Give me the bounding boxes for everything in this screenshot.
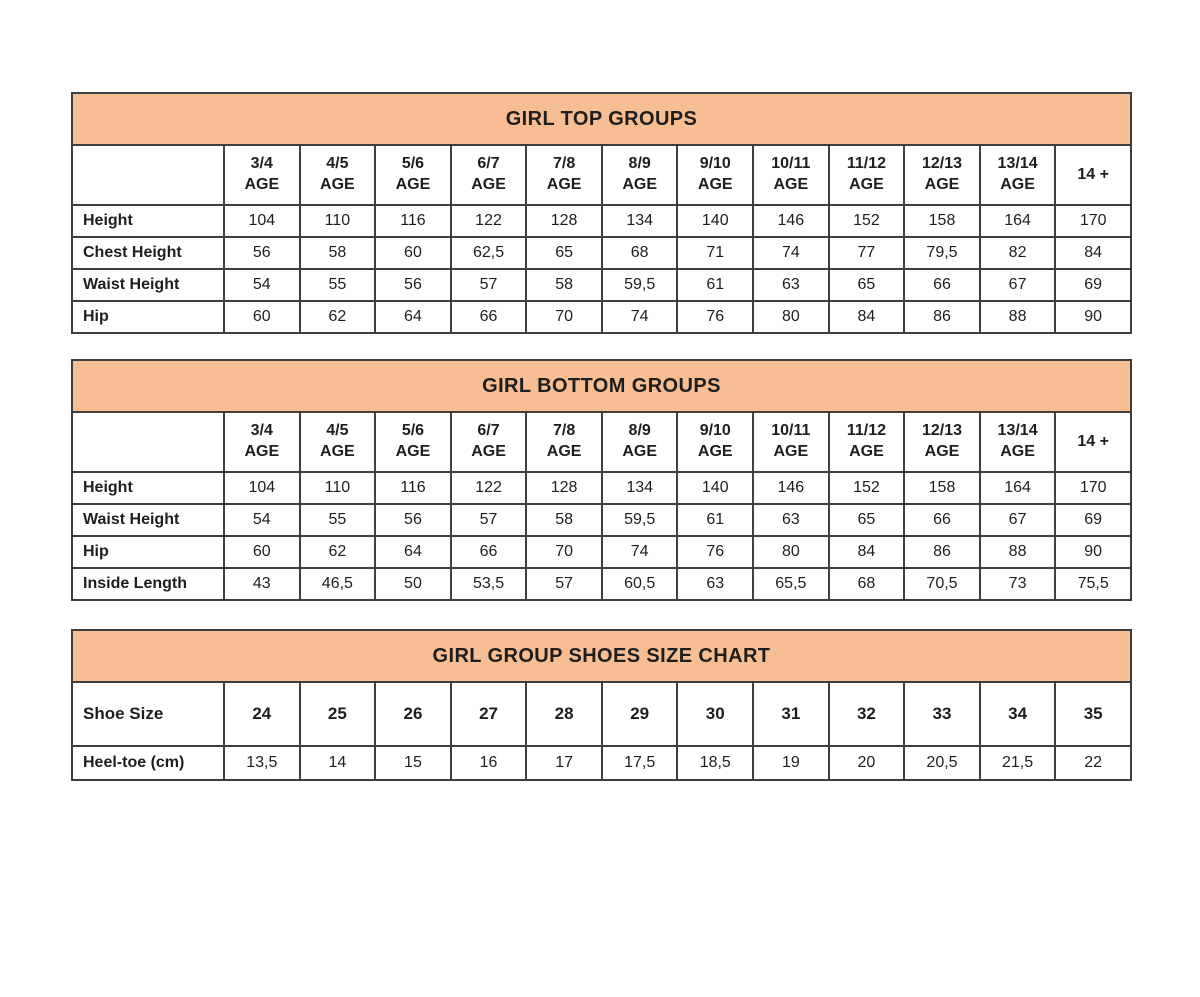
value-cell: 74 <box>602 301 678 333</box>
age-column-header <box>829 145 905 205</box>
value-cell: 21,5 <box>980 746 1056 780</box>
age-range: 10/11 <box>771 422 811 440</box>
value-cell: 58 <box>526 269 602 301</box>
age-column-header <box>980 412 1056 472</box>
value-cell: 19 <box>753 746 829 780</box>
value-cell: 59,5 <box>602 504 678 536</box>
shoe-size-cell: 25 <box>300 682 376 746</box>
age-range: 6/7 <box>477 155 500 173</box>
age-word: AGE <box>697 176 733 193</box>
row-label: Inside Length <box>72 568 224 600</box>
age-range: 9/10 <box>699 422 731 440</box>
value-cell: 86 <box>904 301 980 333</box>
corner-cell <box>72 145 224 205</box>
value-cell: 56 <box>375 269 451 301</box>
value-cell: 140 <box>677 472 753 504</box>
value-cell: 60 <box>224 301 300 333</box>
value-cell: 58 <box>526 504 602 536</box>
value-cell: 74 <box>753 237 829 269</box>
age-range: 5/6 <box>401 155 425 173</box>
row-label: Shoe Size <box>72 682 224 746</box>
value-cell: 70 <box>526 301 602 333</box>
value-cell: 57 <box>526 568 602 600</box>
value-cell: 73 <box>980 568 1056 600</box>
age-word: AGE <box>622 176 658 193</box>
value-cell: 74 <box>602 536 678 568</box>
row-label: Heel-toe (cm) <box>72 746 224 780</box>
value-cell: 164 <box>980 205 1056 237</box>
value-cell: 146 <box>753 472 829 504</box>
value-cell: 54 <box>224 504 300 536</box>
shoe-size-cell: 29 <box>602 682 678 746</box>
age-word: AGE <box>546 443 582 460</box>
value-cell: 140 <box>677 205 753 237</box>
age-range: 4/5 <box>326 422 349 440</box>
value-cell: 170 <box>1055 205 1131 237</box>
value-cell: 88 <box>980 536 1056 568</box>
value-cell: 62 <box>300 301 376 333</box>
age-range: 12/13 <box>921 422 963 440</box>
value-cell: 110 <box>300 472 376 504</box>
age-word: AGE <box>395 176 431 193</box>
value-cell: 61 <box>677 269 753 301</box>
age-range: 10/11 <box>771 155 811 173</box>
shoe-size-cell: 24 <box>224 682 300 746</box>
value-cell: 80 <box>753 301 829 333</box>
value-cell: 66 <box>904 269 980 301</box>
table-title: GIRL TOP GROUPS <box>72 93 1131 145</box>
age-word: AGE <box>244 176 280 193</box>
age-column-header <box>829 412 905 472</box>
value-cell: 55 <box>300 504 376 536</box>
value-cell: 79,5 <box>904 237 980 269</box>
table-title-row <box>72 93 1131 145</box>
value-cell: 14 <box>300 746 376 780</box>
age-range: 12/13 <box>921 155 963 173</box>
age-range: 14 + <box>1077 432 1109 450</box>
age-column-header <box>451 412 527 472</box>
age-word: AGE <box>320 176 355 193</box>
shoe-size-cell: 31 <box>753 682 829 746</box>
value-cell: 66 <box>904 504 980 536</box>
age-column-header <box>300 412 376 472</box>
value-cell: 67 <box>980 269 1056 301</box>
age-range: 7/8 <box>552 155 576 173</box>
row-label: Height <box>72 205 224 237</box>
value-cell: 82 <box>980 237 1056 269</box>
table-row-hip <box>72 536 1131 568</box>
value-cell: 63 <box>677 568 753 600</box>
age-word: AGE <box>1000 176 1035 193</box>
value-cell: 65,5 <box>753 568 829 600</box>
value-cell: 18,5 <box>677 746 753 780</box>
shoe-size-header-row <box>72 682 1131 746</box>
value-cell: 64 <box>375 536 451 568</box>
age-column-header <box>602 145 678 205</box>
value-cell: 69 <box>1055 504 1131 536</box>
value-cell: 53,5 <box>451 568 527 600</box>
age-word: AGE <box>471 443 506 460</box>
value-cell: 57 <box>451 269 527 301</box>
table-row-height <box>72 205 1131 237</box>
girl-bottom-groups-table <box>71 359 1132 601</box>
value-cell: 22 <box>1055 746 1131 780</box>
age-column-header <box>224 145 300 205</box>
age-word: AGE <box>320 443 355 460</box>
corner-cell <box>72 412 224 472</box>
value-cell: 76 <box>677 301 753 333</box>
table-title-row <box>72 360 1131 412</box>
value-cell: 68 <box>602 237 678 269</box>
age-range: 9/10 <box>699 155 731 173</box>
value-cell: 146 <box>753 205 829 237</box>
value-cell: 68 <box>829 568 905 600</box>
age-word: AGE <box>697 443 733 460</box>
value-cell: 56 <box>375 504 451 536</box>
value-cell: 86 <box>904 536 980 568</box>
table-row-waist-height <box>72 269 1131 301</box>
value-cell: 46,5 <box>300 568 376 600</box>
row-label: Height <box>72 472 224 504</box>
value-cell: 88 <box>980 301 1056 333</box>
age-range: 8/9 <box>628 422 651 440</box>
value-cell: 77 <box>829 237 905 269</box>
age-column-header <box>904 412 980 472</box>
age-range: 11/12 <box>846 155 886 173</box>
age-range: 5/6 <box>401 422 425 440</box>
girl-shoes-size-table <box>71 629 1132 781</box>
value-cell: 84 <box>829 301 905 333</box>
value-cell: 60 <box>375 237 451 269</box>
value-cell: 16 <box>451 746 527 780</box>
shoe-size-cell: 27 <box>451 682 527 746</box>
age-range: 8/9 <box>628 155 651 173</box>
table-title: GIRL GROUP SHOES SIZE CHART <box>72 630 1131 682</box>
age-column-header <box>224 412 300 472</box>
age-range: 13/14 <box>997 155 1038 173</box>
value-cell: 158 <box>904 472 980 504</box>
value-cell: 59,5 <box>602 269 678 301</box>
age-range: 11/12 <box>846 422 886 440</box>
age-range: 6/7 <box>477 422 500 440</box>
value-cell: 60,5 <box>602 568 678 600</box>
value-cell: 20,5 <box>904 746 980 780</box>
table-row-heel-toe <box>72 746 1131 780</box>
age-word: AGE <box>773 176 809 193</box>
value-cell: 90 <box>1055 301 1131 333</box>
shoe-size-cell: 30 <box>677 682 753 746</box>
value-cell: 43 <box>224 568 300 600</box>
value-cell: 134 <box>602 205 678 237</box>
value-cell: 67 <box>980 504 1056 536</box>
age-word: AGE <box>244 443 280 460</box>
value-cell: 104 <box>224 472 300 504</box>
value-cell: 61 <box>677 504 753 536</box>
value-cell: 69 <box>1055 269 1131 301</box>
age-word: AGE <box>471 176 506 193</box>
value-cell: 152 <box>829 205 905 237</box>
value-cell: 128 <box>526 205 602 237</box>
row-label: Hip <box>72 301 224 333</box>
age-range: 14 + <box>1077 165 1109 183</box>
value-cell: 110 <box>300 205 376 237</box>
value-cell: 170 <box>1055 472 1131 504</box>
value-cell: 13,5 <box>224 746 300 780</box>
table-row-waist-height <box>72 504 1131 536</box>
age-word: AGE <box>395 443 431 460</box>
value-cell: 122 <box>451 472 527 504</box>
age-column-header <box>602 412 678 472</box>
value-cell: 65 <box>829 504 905 536</box>
value-cell: 62 <box>300 536 376 568</box>
age-column-header <box>904 145 980 205</box>
value-cell: 66 <box>451 301 527 333</box>
value-cell: 58 <box>300 237 376 269</box>
value-cell: 63 <box>753 504 829 536</box>
age-column-header <box>677 145 753 205</box>
shoe-size-cell: 35 <box>1055 682 1131 746</box>
row-label: Hip <box>72 536 224 568</box>
value-cell: 62,5 <box>451 237 527 269</box>
value-cell: 164 <box>980 472 1056 504</box>
value-cell: 116 <box>375 472 451 504</box>
age-range: 13/14 <box>997 422 1038 440</box>
age-word: AGE <box>924 443 960 460</box>
age-word: AGE <box>773 443 809 460</box>
age-column-header <box>980 145 1056 205</box>
age-word: AGE <box>622 443 658 460</box>
table-row-hip <box>72 301 1131 333</box>
value-cell: 104 <box>224 205 300 237</box>
age-range: 4/5 <box>326 155 349 173</box>
value-cell: 76 <box>677 536 753 568</box>
age-column-header <box>753 412 829 472</box>
age-range: 7/8 <box>552 422 576 440</box>
age-column-header <box>300 145 376 205</box>
value-cell: 84 <box>829 536 905 568</box>
value-cell: 116 <box>375 205 451 237</box>
age-word: AGE <box>849 443 884 460</box>
value-cell: 55 <box>300 269 376 301</box>
value-cell: 20 <box>829 746 905 780</box>
value-cell: 17,5 <box>602 746 678 780</box>
age-column-header <box>1055 145 1131 205</box>
value-cell: 134 <box>602 472 678 504</box>
row-label: Waist Height <box>72 269 224 301</box>
value-cell: 122 <box>451 205 527 237</box>
value-cell: 17 <box>526 746 602 780</box>
age-header-row <box>72 412 1131 472</box>
value-cell: 158 <box>904 205 980 237</box>
value-cell: 54 <box>224 269 300 301</box>
value-cell: 71 <box>677 237 753 269</box>
age-range: 3/4 <box>250 422 273 440</box>
value-cell: 60 <box>224 536 300 568</box>
age-header-row <box>72 145 1131 205</box>
age-word: AGE <box>546 176 582 193</box>
age-column-header <box>677 412 753 472</box>
value-cell: 75,5 <box>1055 568 1131 600</box>
value-cell: 63 <box>753 269 829 301</box>
value-cell: 66 <box>451 536 527 568</box>
age-word: AGE <box>924 176 960 193</box>
table-row-inside-length <box>72 568 1131 600</box>
shoe-size-cell: 26 <box>375 682 451 746</box>
value-cell: 15 <box>375 746 451 780</box>
shoe-size-cell: 34 <box>980 682 1056 746</box>
value-cell: 65 <box>526 237 602 269</box>
age-column-header <box>526 145 602 205</box>
value-cell: 152 <box>829 472 905 504</box>
table-title: GIRL BOTTOM GROUPS <box>72 360 1131 412</box>
age-column-header <box>451 145 527 205</box>
girl-top-groups-table <box>71 92 1132 334</box>
age-column-header <box>1055 412 1131 472</box>
age-column-header <box>526 412 602 472</box>
age-column-header <box>375 412 451 472</box>
shoe-size-cell: 28 <box>526 682 602 746</box>
age-word: AGE <box>1000 443 1035 460</box>
table-title-row <box>72 630 1131 682</box>
value-cell: 64 <box>375 301 451 333</box>
table-row-height <box>72 472 1131 504</box>
value-cell: 70,5 <box>904 568 980 600</box>
age-word: AGE <box>849 176 884 193</box>
shoe-size-cell: 32 <box>829 682 905 746</box>
age-column-header <box>375 145 451 205</box>
value-cell: 90 <box>1055 536 1131 568</box>
value-cell: 128 <box>526 472 602 504</box>
value-cell: 50 <box>375 568 451 600</box>
row-label: Waist Height <box>72 504 224 536</box>
value-cell: 56 <box>224 237 300 269</box>
row-label: Chest Height <box>72 237 224 269</box>
value-cell: 57 <box>451 504 527 536</box>
age-column-header <box>753 145 829 205</box>
age-range: 3/4 <box>250 155 273 173</box>
value-cell: 80 <box>753 536 829 568</box>
value-cell: 65 <box>829 269 905 301</box>
value-cell: 84 <box>1055 237 1131 269</box>
shoe-size-cell: 33 <box>904 682 980 746</box>
table-row-chest-height <box>72 237 1131 269</box>
value-cell: 70 <box>526 536 602 568</box>
